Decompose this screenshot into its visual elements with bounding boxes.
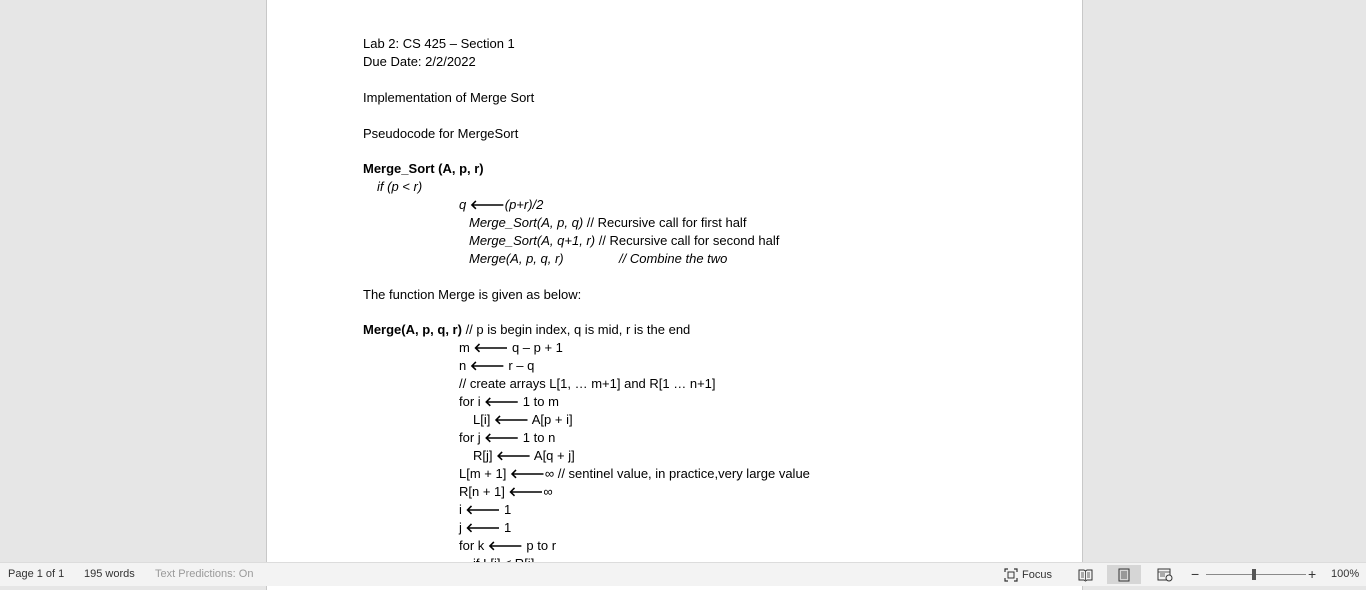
merge-line-lm: L[m + 1] 🡐∞ // sentinel value, in practice,very large value [459,466,810,481]
read-mode-button[interactable] [1068,565,1102,584]
assign-arrow-icon: 🡐 [496,448,531,463]
web-layout-icon [1157,568,1173,582]
focus-button[interactable] [1004,565,1058,584]
merge-line-j: j 🡐 1 [459,520,512,535]
merge-line-for-j: for j 🡐 1 to n [459,430,556,445]
document-page[interactable] [266,0,1083,590]
status-bar [0,562,1366,586]
call-3-comment: // Combine the two [619,251,728,266]
assign-arrow-icon: 🡐 [469,197,505,212]
focus-label: Focus [1022,568,1052,581]
call-2-comment: // Recursive call for second half [595,233,780,248]
text-predictions-status[interactable]: Text Predictions: On [155,568,254,580]
mergesort-q-line [363,196,1003,214]
merge-line-n: n 🡐 r – q [459,358,535,373]
mergesort-call-1 [363,214,1003,232]
assign-arrow-icon: 🡐 [465,502,501,517]
merge-line-for-i: for i 🡐 1 to m [459,394,559,409]
header-line-2: Due Date: 2/2/2022 [363,54,476,69]
print-layout-button[interactable] [1107,565,1141,584]
read-mode-icon [1078,569,1093,581]
call-1-comment: // Recursive call for first half [583,215,747,230]
zoom-level[interactable]: 100% [1331,568,1360,580]
call-1-code: Merge_Sort(A, p, q) [469,215,584,230]
q-var: q [459,197,467,212]
assign-arrow-icon: 🡐 [465,520,501,535]
merge-line-i: i 🡐 1 [459,502,512,517]
mergesort-if-line: if (p < r) [377,179,423,194]
assign-arrow-icon: 🡐 [473,340,509,355]
merge-signature-line [363,321,1003,339]
zoom-in-button[interactable]: + [1308,566,1317,582]
call-2-code: Merge_Sort(A, q+1, r) [469,233,596,248]
mergesort-signature: Merge_Sort (A, p, r) [363,161,484,176]
assign-arrow-icon: 🡐 [484,394,520,409]
assign-arrow-icon: 🡐 [487,538,523,553]
merge-signature-comment: // p is begin index, q is mid, r is the end [461,322,691,337]
assign-arrow-icon: 🡐 [508,484,544,499]
zoom-slider-thumb[interactable] [1252,569,1256,580]
zoom-slider-track[interactable] [1206,574,1306,575]
word-count[interactable]: 195 words [84,568,135,580]
mergesort-call-2 [363,232,1003,250]
page-count[interactable]: Page 1 of 1 [8,568,65,580]
pseudocode-heading: Pseudocode for MergeSort [363,126,519,141]
document-body[interactable] [363,35,1003,573]
header-line-1: Lab 2: CS 425 – Section 1 [363,36,515,51]
merge-line-comment-arrays: // create arrays L[1, … m+1] and R[1 … n+1] [459,376,716,391]
merge-line-rn: R[n + 1] 🡐∞ [459,484,553,499]
merge-line-m: m 🡐 q – p + 1 [459,340,563,355]
focus-icon [1004,568,1018,582]
assign-arrow-icon: 🡐 [509,466,545,481]
merge-line-for-k: for k 🡐 p to r [459,538,557,553]
assign-arrow-icon: 🡐 [493,412,529,427]
call-3-code: Merge(A, p, q, r) [469,251,564,266]
merge-signature: Merge(A, p, q, r) [363,322,462,337]
assign-arrow-icon: 🡐 [469,358,505,373]
print-layout-icon [1118,568,1130,582]
zoom-out-button[interactable]: − [1191,566,1200,582]
merge-intro: The function Merge is given as below: [363,287,582,302]
merge-line-li: L[i] 🡐 A[p + i] [473,412,573,427]
merge-line-rj: R[j] 🡐 A[q + j] [473,448,575,463]
q-expr: (p+r)/2 [504,197,544,212]
document-title: Implementation of Merge Sort [363,90,535,105]
mergesort-call-3 [363,250,1003,268]
assign-arrow-icon: 🡐 [484,430,520,445]
web-layout-button[interactable] [1148,565,1182,584]
